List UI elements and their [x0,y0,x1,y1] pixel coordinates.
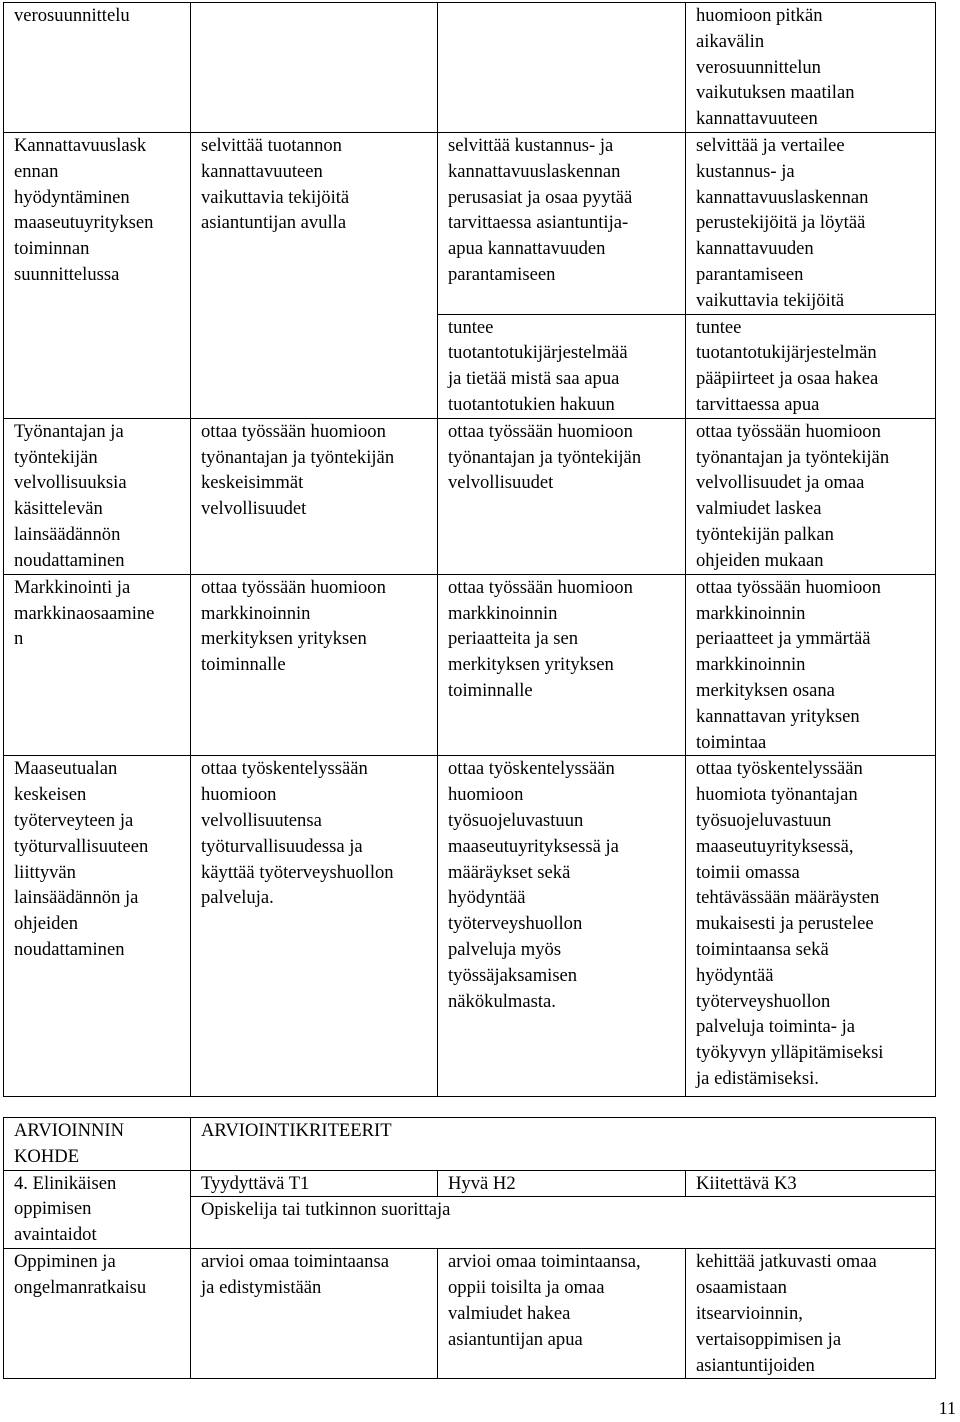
assessment-table-lower [3,1117,936,1379]
assessment-table-upper [3,2,936,1097]
criteria-h2-cell: tuntee tuotantotukijärjestelmää ja tietää mistä saa apua tuotantotukien hakuun [438,314,686,418]
criteria-t1-cell: ottaa työssään huomioon työnantajan ja työntekijän keskeisimmät velvollisuudet [191,418,438,574]
criteria-h2-cell: ottaa työssään huomioon markkinoinnin periaatteita ja sen merkityksen yrityksen toiminnalle [438,574,686,756]
table-row [4,1249,936,1379]
grade-h2: Hyvä H2 [438,1170,686,1197]
table-row [4,574,936,756]
target-cell: Työnantajan ja työntekijän velvollisuuksia käsittelevän lainsäädännön noudattaminen [4,418,191,574]
criteria-k3-cell: huomioon pitkän aikavälin verosuunnittelun vaikutuksen maatilan kannattavuuteen [686,3,936,133]
criteria-t1-cell: selvittää tuotannon kannattavuuteen vaikuttavia tekijöitä asiantuntijan avulla [191,132,438,418]
table-row [4,3,936,133]
target-cell: Markkinointi ja markkinaosaamine n [4,574,191,756]
criteria-k3-cell: ottaa työskentelyssään huomiota työnantajan työsuojeluvastuun maaseutuyrityksessä, toimii omassa tehtävässään määräysten mukaisesti ja perustelee toimintaansa sekä hyödyntää työterveyshuollon palveluja toiminta- ja työkyvyn ylläpitämiseksi ja edistämiseksi. [686,756,936,1097]
section-title: 4. Elinikäisen oppimisen avaintaidot [4,1170,191,1249]
table-row [4,756,936,1097]
criteria-h2-cell: arvioi omaa toimintaansa, oppii toisilta ja omaa valmiudet hakea asiantuntijan apua [438,1249,686,1379]
criteria-t1-cell: ottaa työssään huomioon markkinoinnin merkityksen yrityksen toiminnalle [191,574,438,756]
criteria-t1-cell [191,3,438,133]
grade-row [4,1170,936,1197]
table-header-row [4,1118,936,1171]
page-number: 11 [938,1398,956,1418]
assessment-target-header: ARVIOINNIN KOHDE [4,1118,191,1171]
table-row [4,132,936,314]
target-cell: Kannattavuuslask ennan hyödyntäminen maaseutuyrityksen toiminnan suunnittelussa [4,132,191,418]
criteria-k3-cell: selvittää ja vertailee kustannus- ja kannattavuuslaskennan perustekijöitä ja löytää kannattavuuden parantamiseen vaikuttavia tekijöitä [686,132,936,314]
target-cell: verosuunnittelu [4,3,191,133]
grade-t1: Tyydyttävä T1 [191,1170,438,1197]
criteria-k3-cell: kehittää jatkuvasti omaa osaamistaan itsearvioinnin, vertaisoppimisen ja asiantuntijoiden [686,1249,936,1379]
criteria-k3-cell: ottaa työssään huomioon työnantajan ja työntekijän velvollisuudet ja omaa valmiudet laskea työntekijän palkan ohjeiden mukaan [686,418,936,574]
criteria-k3-cell: ottaa työssään huomioon markkinoinnin periaatteet ja ymmärtää markkinoinnin merkityksen osana kannattavan yrityksen toimintaa [686,574,936,756]
criteria-h2-cell [438,3,686,133]
assessment-criteria-header: ARVIOINTIKRITEERIT [191,1118,936,1171]
criteria-h2-cell: selvittää kustannus- ja kannattavuuslaskennan perusasiat ja osaa pyytää tarvittaessa asiantuntija- apua kannattavuuden parantamiseen [438,132,686,314]
criteria-h2-cell: ottaa työssään huomioon työnantajan ja työntekijän velvollisuudet [438,418,686,574]
criteria-t1-cell: ottaa työskentelyssään huomioon velvollisuutensa työturvallisuudessa ja käyttää työterveyshuollon palveluja. [191,756,438,1097]
grade-k3: Kiitettävä K3 [686,1170,936,1197]
criteria-t1-cell: arvioi omaa toimintaansa ja edistymistään [191,1249,438,1379]
target-cell: Oppiminen ja ongelmanratkaisu [4,1249,191,1379]
criteria-h2-cell: ottaa työskentelyssään huomioon työsuojeluvastuun maaseutuyrityksessä ja määräykset sekä hyödyntää työterveyshuollon palveluja myös työssäjaksamisen näkökulmasta. [438,756,686,1097]
target-cell: Maaseutualan keskeisen työterveyteen ja työturvallisuuteen liittyvän lainsäädännön ja ohjeiden noudattaminen [4,756,191,1097]
subject-cell: Opiskelija tai tutkinnon suorittaja [191,1197,936,1249]
table-row [4,418,936,574]
criteria-k3-cell: tuntee tuotantotukijärjestelmän pääpiirteet ja osaa hakea tarvittaessa apua [686,314,936,418]
